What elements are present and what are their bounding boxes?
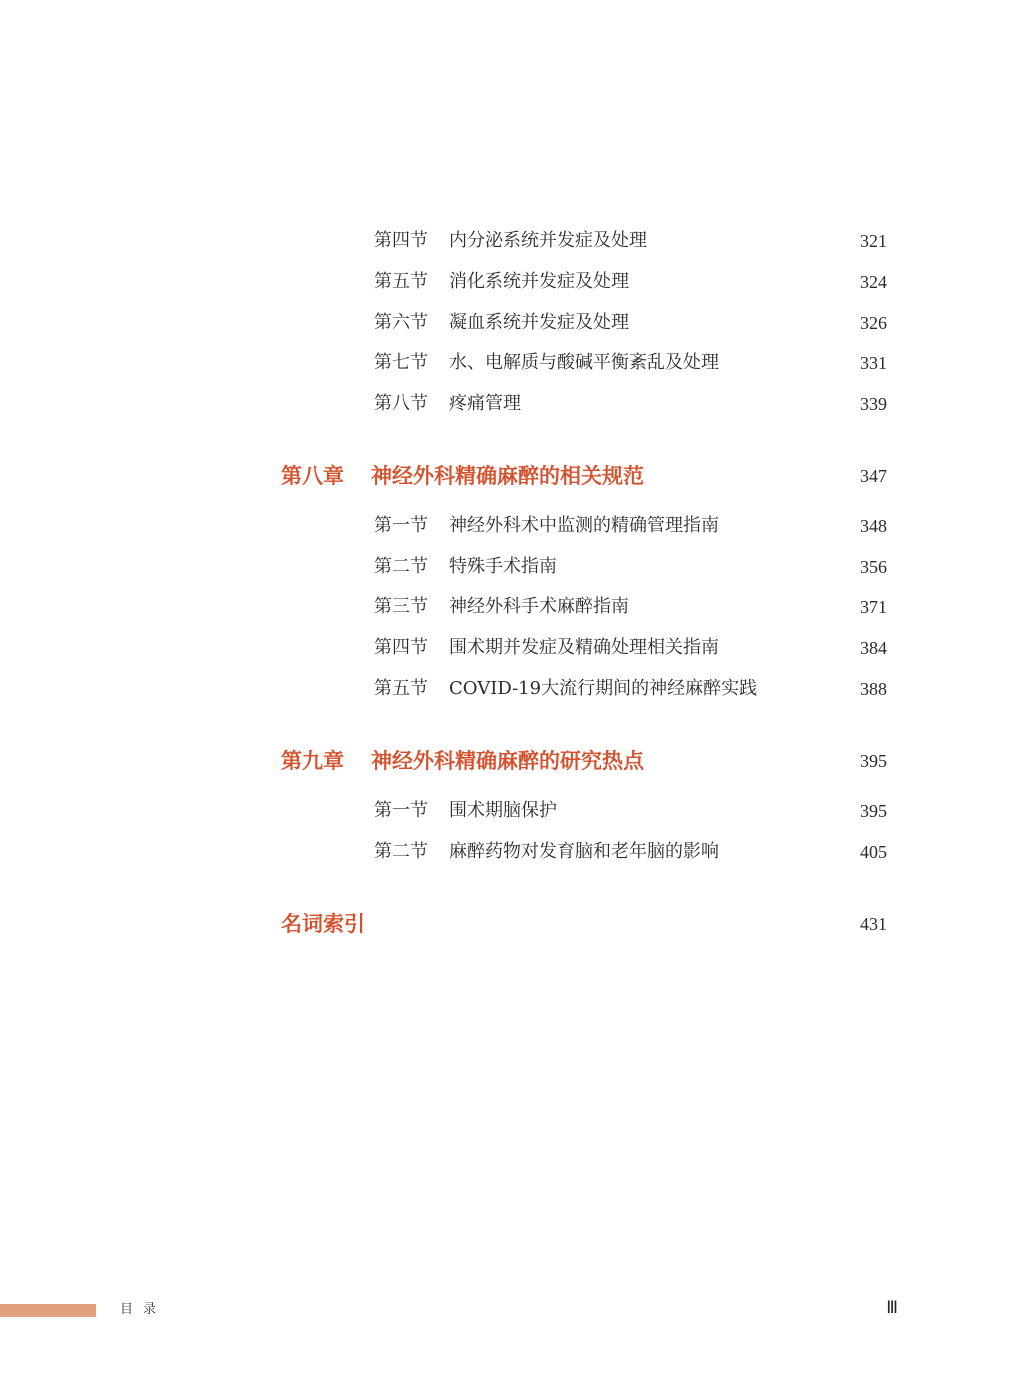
section-title: 疼痛管理 — [449, 393, 521, 414]
section-number: 第七节 — [374, 352, 428, 373]
section-number: 第一节 — [374, 800, 428, 821]
section-number: 第二节 — [374, 841, 428, 862]
page-number: 331 — [860, 353, 887, 373]
section-title: 围术期脑保护 — [449, 800, 557, 821]
toc-entry-section[interactable] — [0, 837, 1018, 867]
section-title: COVID-19大流行期间的神经麻醉实践 — [449, 678, 758, 699]
section-title: 围术期并发症及精确处理相关指南 — [449, 637, 719, 658]
page-number: 326 — [860, 313, 887, 333]
page-number: 371 — [860, 597, 887, 617]
page-number: 356 — [860, 557, 887, 577]
toc-entry-chapter[interactable] — [0, 461, 1018, 491]
footer-section-label: 目录 — [120, 1302, 167, 1317]
page-number: 405 — [860, 842, 887, 862]
section-title: 内分泌系统并发症及处理 — [449, 230, 647, 251]
toc-entry-chapter[interactable] — [0, 746, 1018, 776]
footer-accent-bar — [0, 1304, 96, 1317]
section-title: 凝血系统并发症及处理 — [449, 312, 629, 333]
section-title: 特殊手术指南 — [449, 556, 557, 577]
toc-entry-section[interactable] — [0, 348, 1018, 378]
page-number: 339 — [860, 394, 887, 414]
page-number: 347 — [860, 466, 887, 486]
section-title: 麻醉药物对发育脑和老年脑的影响 — [449, 841, 719, 862]
page-number: 321 — [860, 231, 887, 251]
chapter-title: 神经外科精确麻醉的研究热点 — [371, 749, 644, 773]
toc-entry-section[interactable] — [0, 796, 1018, 826]
section-title: 神经外科术中监测的精确管理指南 — [449, 515, 719, 536]
toc-entry-section[interactable] — [0, 267, 1018, 297]
section-title: 消化系统并发症及处理 — [449, 271, 629, 292]
page-number: 384 — [860, 638, 887, 658]
section-number: 第八节 — [374, 393, 428, 414]
toc-entry-section[interactable] — [0, 674, 1018, 704]
section-title: 水、电解质与酸碱平衡紊乱及处理 — [449, 352, 719, 373]
section-title: 神经外科手术麻醉指南 — [449, 596, 629, 617]
toc-entry-section[interactable] — [0, 592, 1018, 622]
page-number: 348 — [860, 516, 887, 536]
index-title: 名词索引 — [281, 912, 365, 936]
toc-entry-section[interactable] — [0, 226, 1018, 256]
chapter-number: 第八章 — [281, 464, 344, 488]
section-number: 第五节 — [374, 271, 428, 292]
toc-entry-section[interactable] — [0, 389, 1018, 419]
page-number: 395 — [860, 801, 887, 821]
page-number: 431 — [860, 914, 887, 934]
page-number: 395 — [860, 751, 887, 771]
toc-entry-section[interactable] — [0, 511, 1018, 541]
footer-page-number: Ⅲ — [886, 1298, 898, 1317]
page-number: 388 — [860, 679, 887, 699]
section-number: 第四节 — [374, 637, 428, 658]
section-number: 第六节 — [374, 312, 428, 333]
section-number: 第四节 — [374, 230, 428, 251]
toc-entry-section[interactable] — [0, 552, 1018, 582]
chapter-number: 第九章 — [281, 749, 344, 773]
section-number: 第一节 — [374, 515, 428, 536]
toc-entry-index[interactable] — [0, 909, 1018, 939]
section-number: 第五节 — [374, 678, 428, 699]
chapter-title: 神经外科精确麻醉的相关规范 — [371, 464, 644, 488]
toc-entry-section[interactable] — [0, 308, 1018, 338]
toc-entry-section[interactable] — [0, 633, 1018, 663]
section-number: 第三节 — [374, 596, 428, 617]
section-number: 第二节 — [374, 556, 428, 577]
page-number: 324 — [860, 272, 887, 292]
